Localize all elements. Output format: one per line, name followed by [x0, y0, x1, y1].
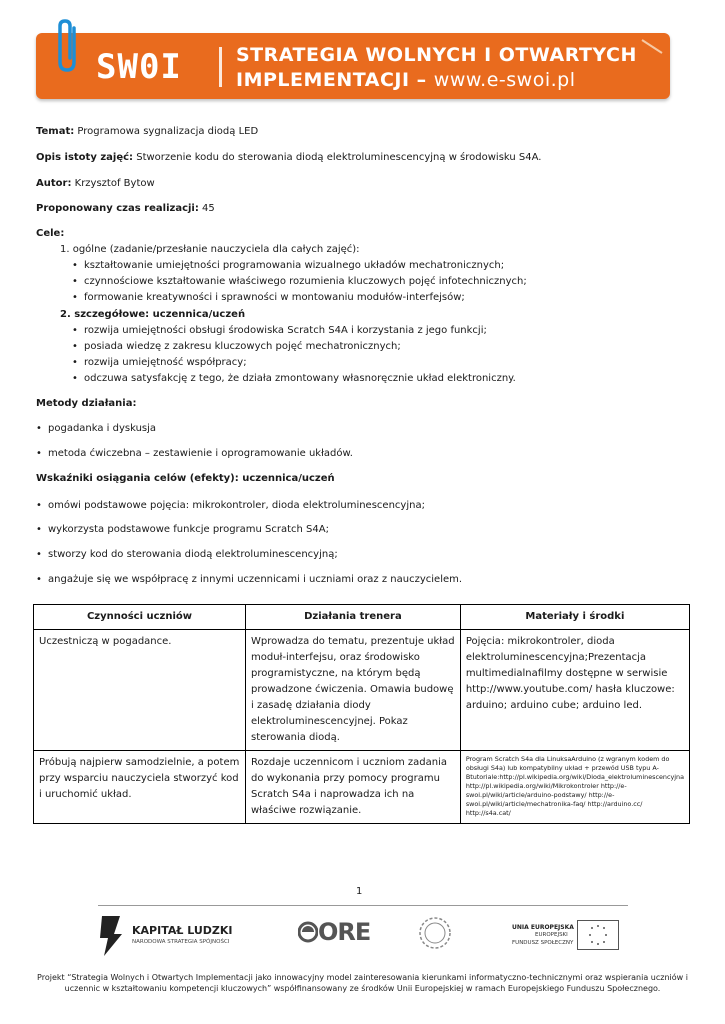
list-item: • omówi podstawowe pojęcia: mikrokontroler, dioda elektroluminescencyjna; — [36, 500, 425, 511]
banner-separator — [219, 47, 222, 87]
list-item: • metoda ćwiczebna – zestawienie i oprogramowanie układów. — [36, 448, 353, 459]
list-item: • odczuwa satysfakcję z tego, że działa zmontowany własnoręcznie układ elektroniczny. — [72, 373, 516, 384]
goals-detailed: 2. szczegółowe: uczennica/uczeń — [60, 309, 246, 320]
list-item: • posiada wiedzę z zakresu kluczowych pojęć mechatronicznych; — [72, 341, 401, 352]
list-item: • wykorzysta podstawowe funkcje programu Scratch S4A; — [36, 524, 329, 535]
table-cell: Program Scratch S4a dla LinuksaArduino (z wgranym kodem do obsługi S4a) lub kompatybilny układ + przewód USB typu A-Btutoriale:http://pl.wikipedia.org/wiki/Dioda_elektroluminescencyjna http://pl.wikipedia.org/wiki/Mikrokontroler http://e-swoi.pl/wiki/article/arduino-podstawy/ http://e-swoi.pl/wiki/article/mechatronika-faq/ http://arduino.cc/ http://s4a.cat/ — [460, 751, 689, 824]
table-header-cell: Czynności uczniów — [34, 605, 246, 630]
list-item: • rozwija umiejętność współpracy; — [72, 357, 247, 368]
ue-title: UNIA EUROPEJSKA — [512, 924, 574, 931]
footer-divider — [98, 905, 628, 906]
list-item: • kształtowanie umiejętności programowania wizualnego układów mechatronicznych; — [72, 260, 505, 271]
goals-general: 1. ogólne (zadanie/przesłanie nauczyciela dla całych zajęć): — [60, 244, 360, 255]
table-row — [34, 630, 690, 751]
banner-url[interactable]: www.e-swoi.pl — [433, 69, 576, 91]
footer-text: Projekt “Strategia Wolnych i Otwartych Implementacji jako innowacyjny model zainteresowania kierunkami informatyczno-technicznymi oraz wspierania uczniów i uczennic w kształtowaniu kompetencji kluczowych” współfinansowany ze środków Unii Europejskiej w ramach Europejskiego Funduszu Społecznego. — [37, 973, 688, 993]
eu-flag-icon — [577, 920, 619, 950]
table-header-row — [34, 605, 690, 630]
activities-table — [33, 604, 690, 824]
list-item: • formowanie kreatywności i sprawności w montowaniu modułów-interfejsów; — [72, 292, 465, 303]
pencil-icon — [640, 38, 664, 56]
ore-icon — [298, 920, 318, 944]
list-item: • rozwija umiejętności obsługi środowiska Scratch S4A i korzystania z jego funkcji; — [72, 325, 487, 336]
paperclip-icon — [56, 18, 82, 76]
author: Autor: Krzysztof Bytow — [36, 178, 155, 189]
list-item: • angażuje się we współpracę z innymi uczennicami i uczniami oraz z nauczycielem. — [36, 574, 463, 585]
table-cell: Rozdaje uczennicom i uczniom zadania do wykonania przy pomocy programu Scratch S4a i naprowadza ich na właściwe rozwiązanie. — [246, 751, 461, 824]
kl-title: KAPITAŁ LUDZKI — [132, 924, 233, 937]
indicators-heading: Wskaźniki osiągania celów (efekty): uczennica/uczeń — [36, 473, 335, 484]
list-item: • stworzy kod do sterowania diodą elektroluminescencyjną; — [36, 549, 338, 560]
table-row — [34, 751, 690, 824]
ore-logo: ORE — [318, 918, 371, 946]
header-banner — [36, 33, 670, 99]
table-cell: Pojęcia: mikrokontroler, dioda elektroluminescencyjna;Prezentacja multimedialnafilmy dostępne w serwisie http://www.youtube.com/ hasła kluczowe: arduino; arduino cube; arduino led. — [460, 630, 689, 751]
table-header-cell: Materiały i środki — [460, 605, 689, 630]
duration: Proponowany czas realizacji: 45 — [36, 203, 215, 214]
sponsor-logos — [0, 910, 725, 965]
ue-sub1: EUROPEJSKI — [535, 932, 568, 938]
banner-title-line1: STRATEGIA WOLNYCH I OTWARTYCH — [236, 44, 637, 66]
ue-sub2: FUNDUSZ SPOŁECZNY — [512, 940, 574, 946]
table-header-cell: Działania trenera — [246, 605, 461, 630]
kl-subtitle: NARODOWA STRATEGIA SPÓJNOŚCI — [132, 939, 230, 945]
swoi-logo: SW0I — [96, 47, 182, 87]
banner-title-line2: IMPLEMENTACJI – www.e-swoi.pl — [236, 69, 576, 91]
table-cell: Uczestniczą w pogadance. — [34, 630, 246, 751]
fwoo-seal-icon — [418, 916, 452, 950]
page-number: 1 — [356, 886, 363, 897]
table-cell: Próbują najpierw samodzielnie, a potem przy wsparciu nauczyciela stworzyć kod i uruchomić układ. — [34, 751, 246, 824]
list-item: • pogadanka i dyskusja — [36, 423, 157, 434]
kapital-ludzki-icon — [98, 914, 124, 958]
topic: Temat: Programowa sygnalizacja diodą LED — [36, 126, 259, 137]
list-item: • czynnościowe kształtowanie właściwego rozumienia kluczowych pojęć infotechnicznych; — [72, 276, 527, 287]
table-cell: Wprowadza do tematu, prezentuje układ moduł-interfejsu, oraz środowisko programistyczne, na którym będą prowadzone ćwiczenia. Omawia budowę i zasadę działania diody elektroluminescencyjnej. Pokaz sterowania diodą. — [246, 630, 461, 751]
description: Opis istoty zajęć: Stworzenie kodu do sterowania diodą elektroluminescencyjną w środowisku S4A. — [36, 152, 542, 163]
methods-heading: Metody działania: — [36, 398, 137, 409]
goals-heading: Cele: — [36, 228, 65, 239]
